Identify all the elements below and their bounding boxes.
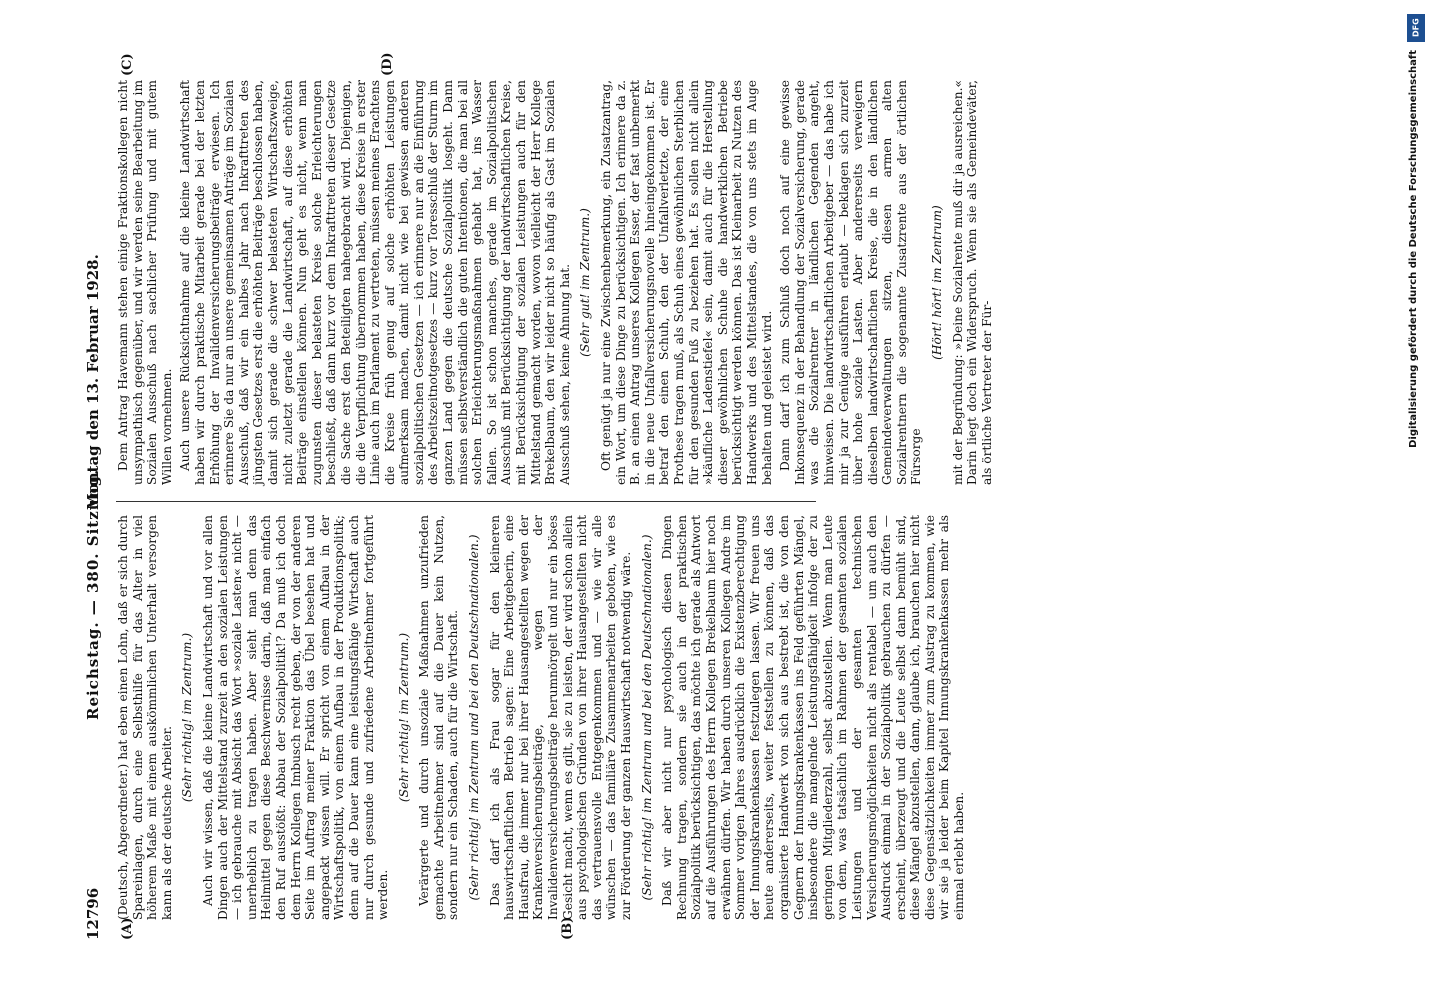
page-number: 12796 [84,887,102,940]
document-page [80,52,994,940]
paragraph: Auch unsere Rücksichtnahme auf die kleine Landwirtschaft haben wir durch praktische Mitarbeit gerade bei der letzten Erhöhung der Invalidenversicherungsbeiträge erwiesen. Ich erinnere Sie da nur an unsere gemeinsamen Anträge im Sozialen Ausschuß, daß wir ein halbes Jahr nach Inkrafttreten des jüngsten Gesetzes erst die erhöhten Beiträge beschlossen haben, damit sich gerade die schwer belasteten Wirtschaftszweige, nicht zuletzt gerade die Landwirtschaft, auf diese erhöhten Beiträge einstellen können. Nun geht es nicht, wenn man zugunsten dieser belasteten Kreise solche Erleichterungen beschließt, daß dann kurz vor dem Inkrafttreten dieser Gesetze die Sache erst den Beteiligten nahegebracht wird. Diejenigen, die die Verpflichtung übernommen haben, diese Kreise in erster Linie auch im Parlament zu vertreten, müssen meines Erachtens die Kreise früh genug auf solche erhöhten Leistungen aufmerksam machen, damit nicht wie bei gewissen anderen sozialpolitischen Gesetzen — ich erinnere nur an die Einführung des Arbeitszeitnotgesetzes — kurz vor Toresschluß der Sturm im ganzen Land gegen die deutsche Sozialpolitik losgeht. Dann müssen selbstverständlich die guten Intentionen, die man bei all solchen Erleichterungsmaßnahmen gehabt hat, ins Wasser fallen. So ist schon manches, gerade im Sozialpolitischen Ausschuß mit Berücksichtigung der landwirtschaftlichen Kreise, mit Berücksichtigung der sozialen Leistungen auch für den Mittelstand gemacht worden, wovon vielleicht der Herr Kollege Brekelbaum, den wir leider nicht so häufig als Gast im Sozialen Ausschuß sehen, keine Ahnung hat. [178,80,572,485]
digitization-credit: Digitalisierung gefördert durch die Deutsche Forschungsgemeinschaft [1408,50,1419,448]
paragraph: Verärgerte und durch unsoziale Maßnahmen unzufrieden gemachte Arbeitnehmer sind auf die Dauer kein Nutzen, sondern nur ein Schaden, auch für die Wirtschaft. [417,515,461,920]
paragraph: Daß wir aber nicht nur psychologisch diesen Dingen Rechnung tragen, sondern sie auch in der praktischen Sozialpolitik berücksichtigen, das möchte ich gerade als Antwort auf die Ausführungen des Herrn Kollegen Brekelbaum hier noch erwähnen dürfen. Wir haben durch unseren Kollegen Andre im Sommer vorigen Jahres ausdrücklich die Existenzberechtigung der Innungskrankenkassen festzulegen lassen. Wir freuen uns heute andererseits, weiter feststellen zu können, daß das organisierte Handwerk von sich aus bestrebt ist, die von den Gegnern der Innungskrankenkassen ins Feld geführten Mängel, insbesondere die mangelnde Leistungsfähigkeit infolge der zu geringen Mitgliederzahl, selbst abzustellen. Wenn man Leute von dem, was tatsächlich im Rahmen der gesamten sozialen Leistungen und der gesamten technischen Versicherungsmöglichkeiten nicht als rentabel — um auch den Ausdruck einmal in der Sozialpolitik gebrauchen zu dürfen — erscheint, überzeugt und die Leute selbst dann bemüht sind, diese Mängel abzustellen, dann, glaube ich, brauchen hier nicht diese Gegensätzlichkeiten immer zum Austrag zu kommen, wie wir sie ja leider beim Kapitel Innungskrankenkassen mehr als einmal erlebt haben. [660,515,967,920]
paragraph: mit der Begründung: »Deine Sozialrente muß dir ja ausreichen.« Darin liegt doch ein Widerspruch. Wenn sie als Gemeindeväter, als örtliche Vertreter der Für- [950,80,994,485]
interjection: (Sehr richtig! im Zentrum und bei den Deutschnationalen.) [467,534,482,901]
dfg-logo: DFG [1407,14,1425,42]
margin-marker-a: (A) [120,917,135,940]
paragraph: Das darf ich als Frau sogar für den kleineren hauswirtschaftlichen Betrieb sagen: Eine Arbeitgeberin, eine Hausfrau, die immer nur bei ihrer Hausangestellten wegen der Krankenversicherungsbeiträge, wegen der Invalidenversicherungsbeiträge herumnörgelt und nur ein böses Gesicht macht, wenn es gilt, sie zu leisten, der wird schon allein aus psychologischen Gründen von ihrer Hausangestellten nicht das vertrauensvolle Entgegenkommen und — wie wir alle wünschen — das familiäre Zusammenarbeiten geboten, wie es zur Förderung der ganzen Hauswirtschaft notwendig wäre. [487,515,633,920]
column-divider [116,501,816,502]
paragraph: Dann darf ich zum Schluß doch noch auf eine gewisse Inkonsequenz in der Behandlung der Sozialversicherung, gerade was die Sozialrentner in ländlichen Gegenden angeht, hinweisen. Die landwirtschaftlichen Arbeitgeber — das habe ich mir ja zur Genüge ausführen erlaubt — beklagen sich zurzeit über hohe soziale Lasten. Aber andererseits verweigern dieselben landwirtschaftlichen Kreise, die in den ländlichen Gemeindeverwaltungen sitzen, diesen armen alten Sozialrentnern die sogenannte Zusatzrente aus der örtlichen Fürsorge [778,80,924,485]
margin-marker-d: (D) [380,52,395,76]
margin-marker-c: (C) [120,53,135,76]
right-column [116,80,994,485]
page-header [80,60,110,940]
left-column [116,515,967,920]
session-title: Reichstag. — 380. Sitzung. [84,468,102,720]
paragraph: Dem Antrag Havemann stehen einige Fraktionskollegen nicht unsympathisch gegenüber, und wir werden seine Bearbeitung im Sozialen Ausschuß nach sachlicher Prüfung und mit gutem Willen vornehmen. [116,80,174,485]
session-date: Montag den 13. Februar 1928. [84,254,102,510]
paragraph: (Deutsch, Abgeordneter.) hat eben einen Lohn, daß er sich durch Spareinlagen, durch eine Selbsthilfe für das Alter in viel höherem Maße mit einem auskömmlichen Unterhalt versorgen kann als der deutsche Arbeiter. [116,515,174,920]
digitization-sidebar [1406,10,1428,990]
interjection: (Sehr richtig! im Zentrum.) [396,632,411,803]
interjection: (Sehr gut! im Zentrum.) [578,208,593,357]
paragraph: Auch wir wissen, daß die kleine Landwirtschaft und vor allen Dingen auch der Mittelstand zurzeit an den sozialen Leistungen — ich gebrauche mit Absicht das Wort »soziale Lasten« nicht — unerheblich zu tragen haben. Aber sieht man denn das Heilmittel gegen diese Beschwernisse darin, daß man einfach den Ruf ausstößt: Abbau der Sozialpolitik!? Da muß ich doch dem Herrn Kollegen Imbusch recht geben, der von der anderen Seite im Auftrag meiner Fraktion das Übel besehen hat und angepackt wissen will. Er spricht von einem Aufbau in der Wirtschaftspolitik, von einem Aufbau in der Produktionspolitik; denn auf die Dauer kann eine leistungsfähige Wirtschaft auch nur durch gesunde und zufriedene Arbeitnehmer fortgeführt werden. [200,515,391,920]
margin-marker-b: (B) [560,916,575,940]
interjection: (Sehr richtig! im Zentrum und bei den Deutschnationalen.) [639,534,654,901]
paragraph: Oft genügt ja nur eine Zwischenbemerkung, ein Zusatzantrag, ein Wort, um diese Dinge zu berücksichtigen. Ich erinnere da z. B. an einen Antrag unseres Kollegen Esser, der fast unbemerkt in die neue Unfallversicherungsnovelle hineingekommen ist. Er betraf den einen Schuh, den der Unfallverletzte, der eine Prothese tragen muß, als Schuh eines gewöhnlichen Sterblichen für den gesunden Fuß zu beziehen hat. Es sollen nicht allein »käufliche Ladenstiefel« sein, damit auch für die Herstellung dieser gewöhnlichen Schuhe die handwerklichen Betriebe berücksichtigt werden können. Das ist Kleinarbeit zu Nutzen des Handwerks und des Mittelstandes, die von uns stets im Auge behalten und geleistet wird. [599,80,774,485]
interjection: (Sehr richtig! im Zentrum.) [180,632,195,803]
interjection: (Hört! hört! im Zentrum) [930,205,945,360]
